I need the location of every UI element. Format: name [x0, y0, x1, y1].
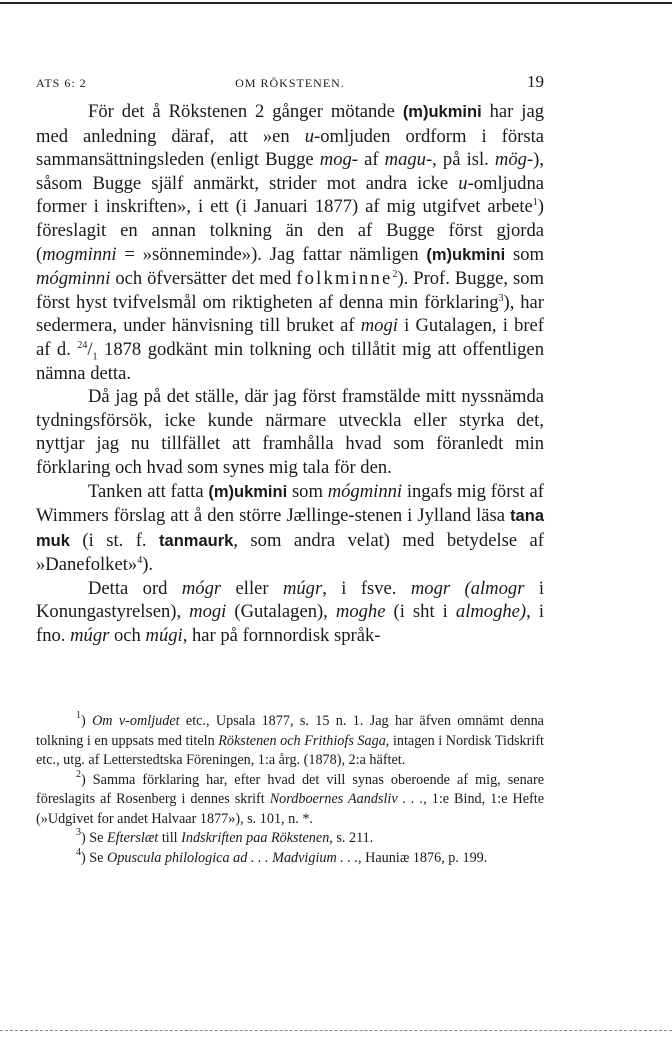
footnotes	[36, 712, 544, 868]
header-title: OM RÖKSTENEN.	[235, 76, 345, 90]
header-series: ATS 6: 2	[36, 76, 87, 90]
footnote-ref-3: 3	[498, 292, 504, 304]
footnote-1: $^1$) Om v-omljudet etc., Upsala 1877, s. 15 n. 1. Jag har äfven omnämt denna tolkning i en uppsats med titeln Rökstenen och Frithiofs Saga, intagen i Nordisk Tidskrift etc., utg. af Letterstedtska Föreningen, 1:a årg. (1878), 2:a häftet.	[36, 710, 544, 768]
footnote-ref-4: 4	[137, 555, 143, 567]
paragraph-1: För det å Rökstenen 2 gånger mötande (m)ukmini har jag med anledning däraf, att »en u-omljuden ordform i första sammansättningsleden (enligt Bugge mog- af magu-, på isl. mög-), såsom Bugge själf anmärkt, strider mot andra icke u-omljudna former i inskriften», i ett (i Januari 1877) af mig utgifvet arbete$^1$) föreslagit en annan tolkning än den af Bugge först gjorda (mogminni = »sönneminde»). Jag fattar nämligen (m)ukmini som mógminni och öfversätter det med folkminne$^2$). Prof. Bugge, som först hyst tvifvelsmål om riktigheten af denna min förklaring$^3$), har sedermera, under hänvisning till bruket af mogi i Gutalagen, i bref af d. $^{24}/_1$ 1878 godkänt min tolkning och tillåtit mig att offentligen nämna detta.	[36, 101, 545, 384]
paragraph-2: Då jag på det ställe, där jag först framstälde mitt nyssnämda tydningsförsök, icke kunde närmare utveckla eller styrka det, nyttjar jag nu tillfället att framhålla hvad som föranledt min förklaring och hvad som synes mig tala för den.	[36, 386, 544, 478]
bottom-page-edge	[0, 1030, 672, 1031]
running-header	[36, 72, 544, 94]
footnote-2: $^2$) Samma förklaring har, efter hvad det vill synas oberoende af mig, senare föreslagits af Rosenberg i dennes skrift Nordboernes Aandsliv . . ., 1:e Bind, 1:e Hefte (»Udgivet for andet Halvaar 1877»), s. 101, n. *.	[36, 768, 544, 827]
page-number: 19	[527, 72, 544, 91]
footnote-ref-2: 2	[392, 269, 398, 281]
paragraph-4: Detta ord mógr eller múgr, i fsve. mogr (almogr i Konungastyrelsen), mogi (Gutalagen), moghe (i sht i almoghe), i fno. múgr och múgi, har på fornnordisk språk-	[36, 577, 545, 647]
footnote-ref-1: 1	[532, 197, 538, 209]
top-page-edge	[0, 2, 672, 4]
main-text	[36, 100, 544, 648]
footnote-3: $^3$) Se Efterslæt till Indskriften paa Rökstenen, s. 211.	[76, 827, 374, 846]
footnote-4: $^4$) Se Opuscula philologica ad . . . Madvigium . . ., Hauniæ 1876, p. 199.	[76, 846, 488, 866]
paragraph-3: Tanken att fatta (m)ukmini som mógminni ingafs mig först af Wimmers förslag att å den större Jællinge-stenen i Jylland läsa tana muk (i st. f. tanmaurk, som andra velat) med betydelse af »Danefolket»$^4$).	[36, 480, 545, 576]
